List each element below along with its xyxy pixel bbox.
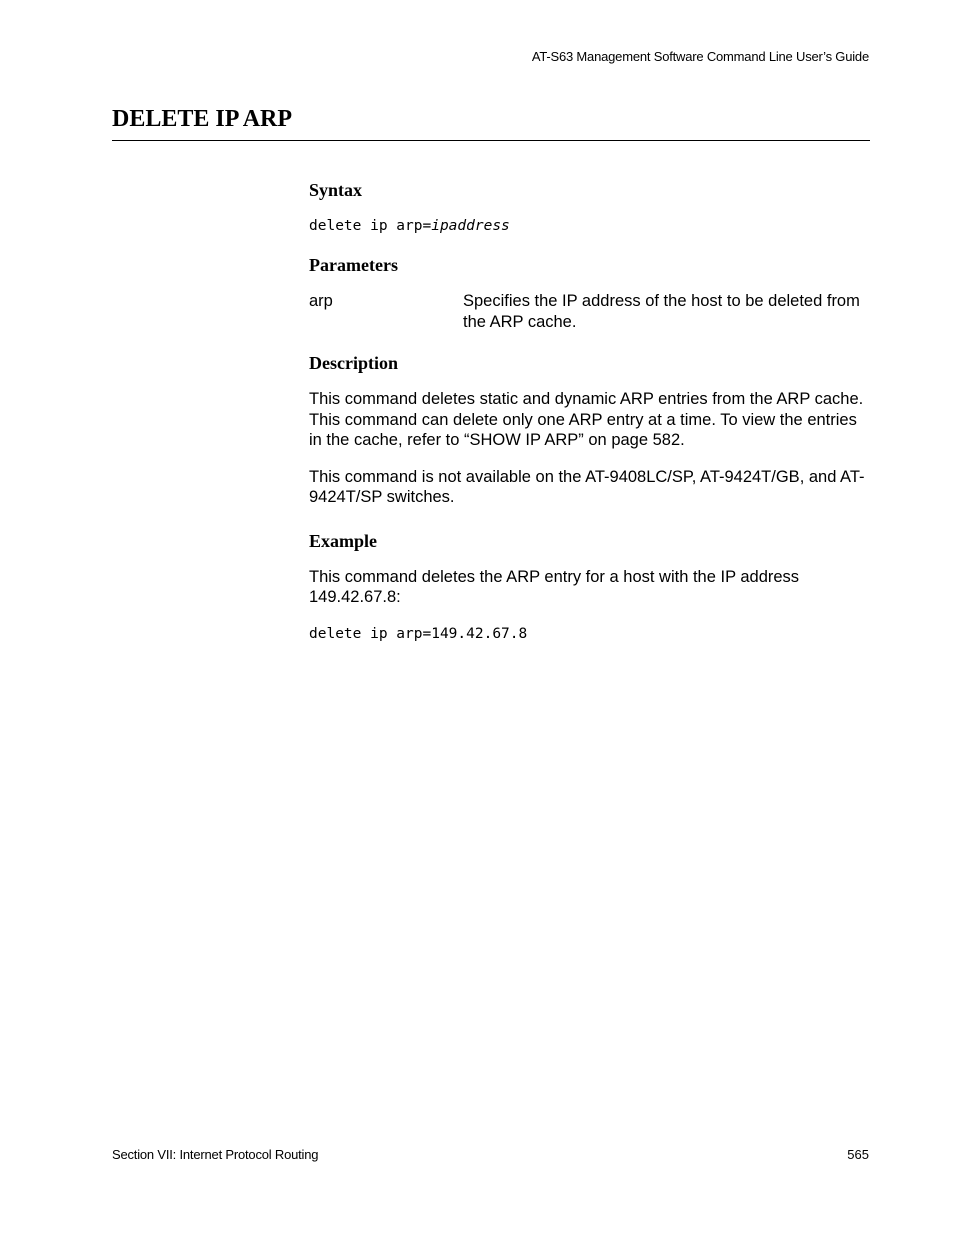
example-command: delete ip arp=149.42.67.8: [309, 625, 528, 642]
syntax-heading: Syntax: [309, 180, 363, 200]
description-paragraph-2: This command is not available on the AT-9408LC/SP, AT-9424T/GB, and AT-9424T/SP switches.: [309, 467, 865, 506]
parameter-description: Specifies the IP address of the host to be deleted from the ARP cache.: [463, 292, 860, 331]
description-paragraph-1: This command deletes static and dynamic ARP entries from the ARP cache. This command can delete only one ARP entry at a time. To view the entries in the cache, refer to “SHOW IP ARP” on page 582.: [309, 390, 864, 449]
main-content: [309, 179, 871, 662]
footer-section: Section VII: Internet Protocol Routing: [112, 1147, 319, 1162]
syntax-command: [309, 216, 871, 236]
parameters-heading: Parameters: [309, 255, 398, 275]
parameter-row: [309, 291, 871, 332]
parameter-name: arp: [309, 292, 333, 310]
syntax-argument: ipaddress: [431, 218, 510, 234]
page-title: DELETE IP ARP: [112, 106, 293, 132]
footer-page-number: 565: [847, 1147, 869, 1162]
running-header: AT-S63 Management Software Command Line User’s Guide: [531, 49, 869, 64]
example-heading: Example: [309, 530, 378, 551]
example-text: This command deletes the ARP entry for a host with the IP address 149.42.67.8:: [309, 567, 800, 606]
description-heading: Description: [309, 353, 398, 373]
title-rule: [112, 140, 870, 141]
syntax-command-text: delete ip arp=: [309, 218, 432, 234]
